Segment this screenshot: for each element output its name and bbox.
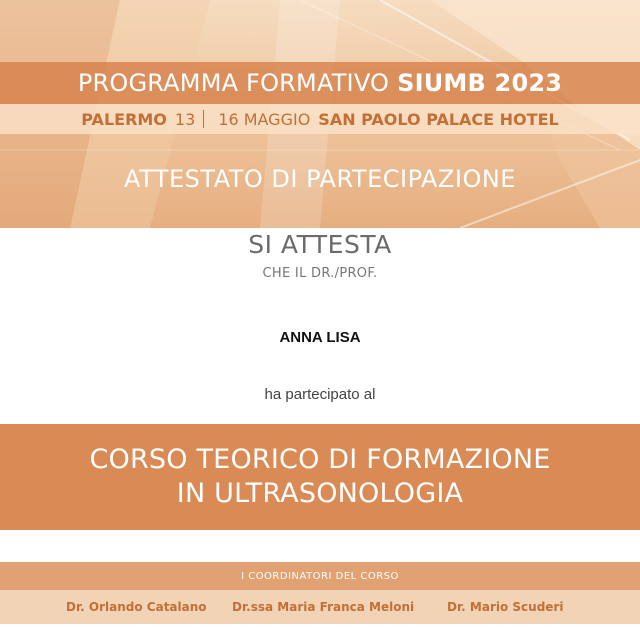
coordinators-label-bar [0, 562, 640, 590]
event-day-start: 13 [174, 109, 196, 129]
program-title: PROGRAMMA FORMATIVO [77, 69, 390, 97]
event-venue: SAN PAOLO PALACE HOTEL [318, 109, 559, 129]
coordinators-label: I COORDINATORI DEL CORSO [241, 570, 399, 582]
event-dates: 16 MAGGIO [218, 109, 311, 129]
che-il-dr-label: CHE IL DR./PROF. [262, 266, 378, 281]
course-title-line1: CORSO TEORICO DI FORMAZIONE [89, 444, 551, 475]
coordinator-name: Dr. Orlando Catalano [66, 600, 207, 614]
certificate-title: ATTESTATO DI PARTECIPAZIONE [124, 165, 516, 193]
program-title-bold: SIUMB 2023 [397, 69, 563, 97]
header-hero [0, 0, 640, 228]
participated-text: ha partecipato al [264, 386, 376, 403]
si-attesta-heading: SI ATTESTA [248, 230, 392, 259]
coordinator-name: Dr. Mario Scuderi [447, 600, 564, 614]
event-city: PALERMO [81, 109, 167, 129]
participant-name: ANNA LISA [279, 329, 361, 346]
date-separator [203, 110, 204, 128]
course-title-line2: IN ULTRASONOLOGIA [176, 478, 464, 509]
course-title-banner [0, 424, 640, 530]
coordinators-bar [0, 590, 640, 624]
coordinator-name: Dr.ssa Maria Franca Meloni [232, 600, 415, 614]
event-info-banner [0, 104, 640, 134]
program-banner [0, 62, 640, 104]
